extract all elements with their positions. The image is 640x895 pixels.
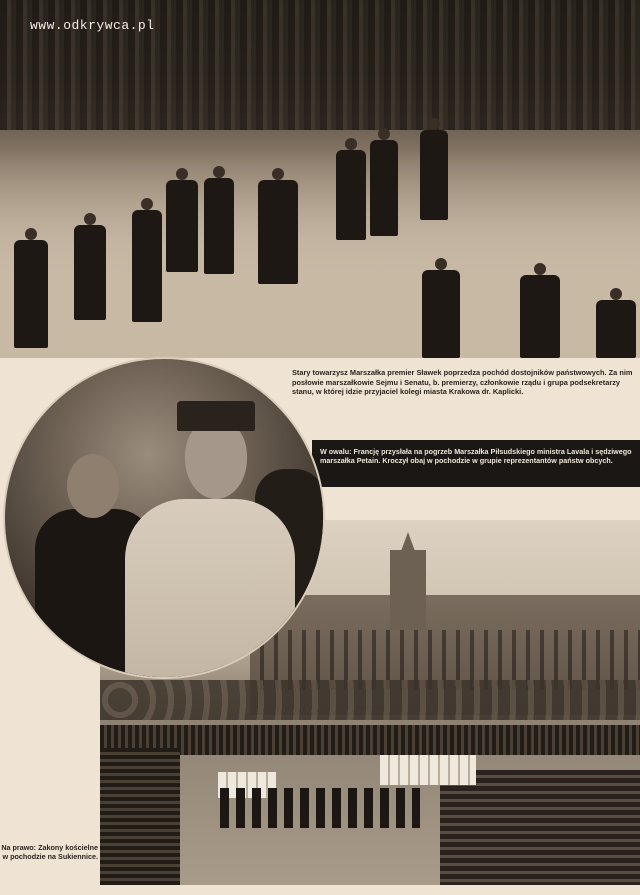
crowd-ranks (100, 725, 640, 755)
marcher (420, 130, 448, 220)
soldier (596, 300, 636, 358)
marcher (14, 240, 48, 348)
kepi-cap (177, 401, 255, 431)
spire (400, 532, 416, 554)
marshal-light-coat (125, 499, 295, 679)
clergy-white-robes (380, 755, 476, 785)
caption-oval: W owalu: Francję przysłała na pogrzeb Marszałka Piłsudskiego ministra Lavala i sędziwego marszałka Petain. Kroczył obaj w pochodzie w grupie reprezentantów państw obcych. (320, 447, 632, 466)
crowd-right (440, 770, 640, 885)
oval-portrait-photo (3, 357, 325, 679)
tower (390, 550, 426, 630)
marcher (166, 180, 198, 272)
soldier (422, 270, 460, 358)
face (67, 454, 119, 518)
religious-orders-procession (220, 788, 420, 828)
soldier (520, 275, 560, 358)
marcher (336, 150, 366, 240)
watermark: www.odkrywca.pl (30, 18, 155, 33)
crowd-left (100, 748, 180, 885)
marcher (370, 140, 398, 236)
caption-orders: Na prawo: Zakony kościelne w pochodzie na Sukiennice. (1, 843, 98, 862)
trees (100, 680, 640, 720)
marcher (258, 180, 298, 284)
marcher (204, 178, 234, 274)
marcher (74, 225, 106, 320)
photo-funeral-procession (0, 0, 640, 358)
face (185, 419, 247, 499)
marcher (132, 210, 162, 322)
caption-procession: Stary towarzysz Marszałka premier Sławek poprzedza pochód dostojników państwowych. Za nim posłowie marszałkowie Sejmu i Senatu, b. premierzy, członkowie rządu i grupa podsekretarzy stanu, w której idzie przyjaciel kolegi miasta Krakowa dr. Kaplicki. (292, 368, 633, 397)
